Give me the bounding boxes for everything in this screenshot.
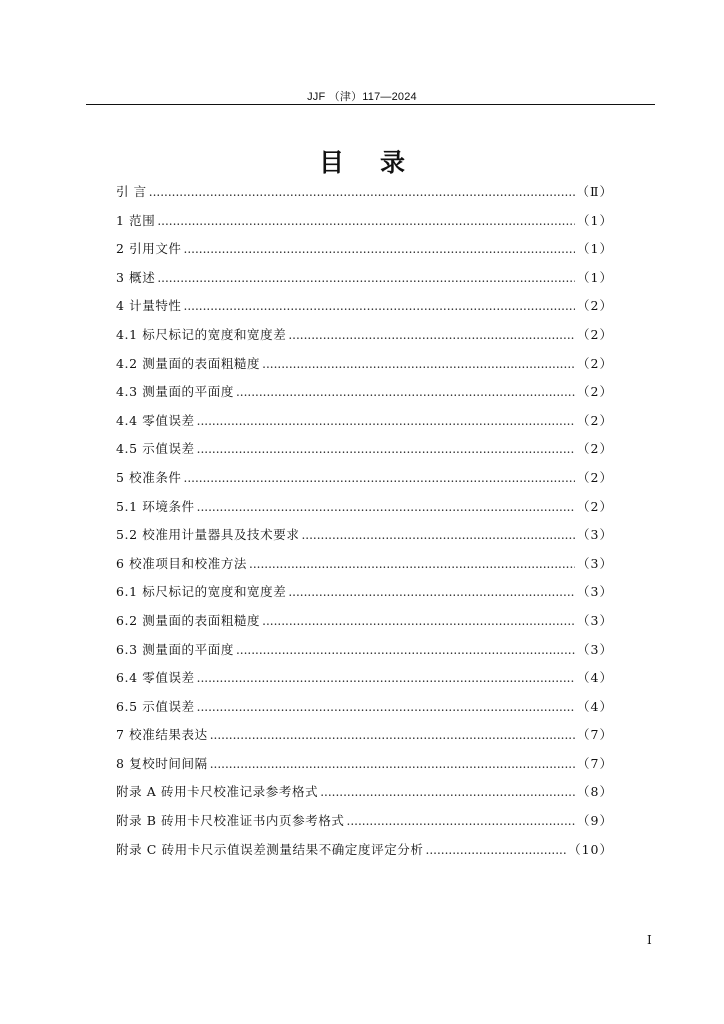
header-divider [86,104,655,105]
toc-entry[interactable] [116,636,613,665]
toc-entry-label: 引 言 [116,184,147,199]
toc-entry-label: 附录 C 砖用卡尺示值误差测量结果不确定度评定分析 [116,841,424,857]
toc-entry-label: 附录 B 砖用卡尺校准证书内页参考格式 [116,813,345,829]
table-of-contents [116,178,613,864]
toc-entry[interactable] [116,378,613,407]
toc-entry-page: （3） [577,555,613,571]
toc-dot-leader [149,178,575,207]
toc-entry-label: 8 复校时间间隔 [116,755,208,771]
toc-entry[interactable] [116,807,613,836]
toc-dot-leader [184,292,576,321]
toc-dot-leader [184,235,576,264]
toc-entry-page: （2） [577,326,613,342]
toc-entry-label: 4 计量特性 [116,298,182,314]
toc-dot-leader [262,607,575,636]
toc-entry-label: 6 校准项目和校准方法 [116,555,248,571]
toc-entry-label: 6.2 测量面的表面粗糙度 [116,612,261,628]
toc-entry[interactable] [116,836,613,865]
toc-dot-leader [210,721,575,750]
toc-entry-page: （9） [577,813,613,829]
toc-entry-page: （2） [577,469,613,485]
toc-entry-page: （2） [577,298,613,314]
toc-entry-page: （2） [577,498,613,514]
toc-dot-leader [347,807,576,836]
toc-dot-leader [249,550,575,579]
toc-entry[interactable] [116,464,613,493]
toc-entry-page: （3） [577,527,613,543]
toc-entry-label: 4.3 测量面的平面度 [116,384,234,400]
toc-entry[interactable] [116,578,613,607]
toc-entry-label: 3 概述 [116,269,156,285]
toc-dot-leader [262,350,575,379]
toc-dot-leader [157,264,575,293]
toc-entry[interactable] [116,407,613,436]
toc-entry-page: （1） [577,241,613,257]
toc-entry-page: （1） [577,269,613,285]
toc-entry[interactable] [116,321,613,350]
page-number: I [647,933,652,947]
toc-entry[interactable] [116,207,613,236]
toc-entry-label: 1 范围 [116,212,156,228]
toc-entry-label: 4.5 示值误差 [116,441,195,457]
toc-entry[interactable] [116,750,613,779]
toc-entry-page: （7） [577,755,613,771]
toc-dot-leader [197,493,575,522]
toc-dot-leader [157,207,575,236]
toc-dot-leader [197,407,575,436]
toc-entry-label: 5 校准条件 [116,469,182,485]
toc-entry[interactable] [116,292,613,321]
toc-entry-label: 4.4 零值误差 [116,412,195,428]
toc-entry-page: （10） [568,841,613,857]
toc-dot-leader [288,321,575,350]
toc-entry-page: （7） [577,727,613,743]
toc-entry[interactable] [116,435,613,464]
toc-entry-label: 附录 A 砖用卡尺校准记录参考格式 [116,784,319,800]
toc-entry[interactable] [116,607,613,636]
toc-entry-page: （1） [577,212,613,228]
toc-dot-leader [301,521,575,550]
toc-entry-page: （Ⅱ） [576,184,613,199]
toc-entry[interactable] [116,778,613,807]
toc-entry-page: （8） [577,784,613,800]
toc-entry-label: 6.4 零值误差 [116,670,195,686]
page-title: 目录 [318,148,441,177]
toc-dot-leader [197,664,575,693]
toc-dot-leader [426,836,567,865]
toc-entry[interactable] [116,350,613,379]
toc-entry[interactable] [116,550,613,579]
toc-entry-page: （3） [577,584,613,600]
toc-entry-label: 6.3 测量面的平面度 [116,641,234,657]
toc-entry[interactable] [116,664,613,693]
toc-dot-leader [236,636,575,665]
toc-entry-label: 6.5 示值误差 [116,698,195,714]
toc-dot-leader [197,693,575,722]
toc-entry-page: （2） [577,412,613,428]
standard-code-header: JJF （津）117—2024 [307,91,417,103]
toc-entry-page: （2） [577,441,613,457]
toc-entry[interactable] [116,721,613,750]
toc-dot-leader [210,750,575,779]
toc-entry-label: 5.1 环境条件 [116,498,195,514]
toc-entry-page: （2） [577,384,613,400]
toc-dot-leader [236,378,575,407]
toc-dot-leader [184,464,576,493]
toc-entry-label: 5.2 校准用计量器具及技术要求 [116,527,300,543]
toc-entry-page: （2） [577,355,613,371]
toc-dot-leader [288,578,575,607]
toc-dot-leader [197,435,575,464]
toc-entry[interactable] [116,493,613,522]
toc-entry-page: （3） [577,641,613,657]
toc-entry-page: （3） [577,612,613,628]
toc-entry-label: 6.1 标尺标记的宽度和宽度差 [116,584,287,600]
toc-dot-leader [320,778,575,807]
toc-entry[interactable] [116,693,613,722]
toc-entry-label: 2 引用文件 [116,241,182,257]
toc-entry-label: 4.1 标尺标记的宽度和宽度差 [116,326,287,342]
toc-entry-page: （4） [577,698,613,714]
toc-entry-label: 4.2 测量面的表面粗糙度 [116,355,261,371]
toc-entry-label: 7 校准结果表达 [116,727,208,743]
toc-entry-page: （4） [577,670,613,686]
toc-entry[interactable] [116,178,613,207]
toc-entry[interactable] [116,521,613,550]
toc-entry[interactable] [116,264,613,293]
toc-entry[interactable] [116,235,613,264]
